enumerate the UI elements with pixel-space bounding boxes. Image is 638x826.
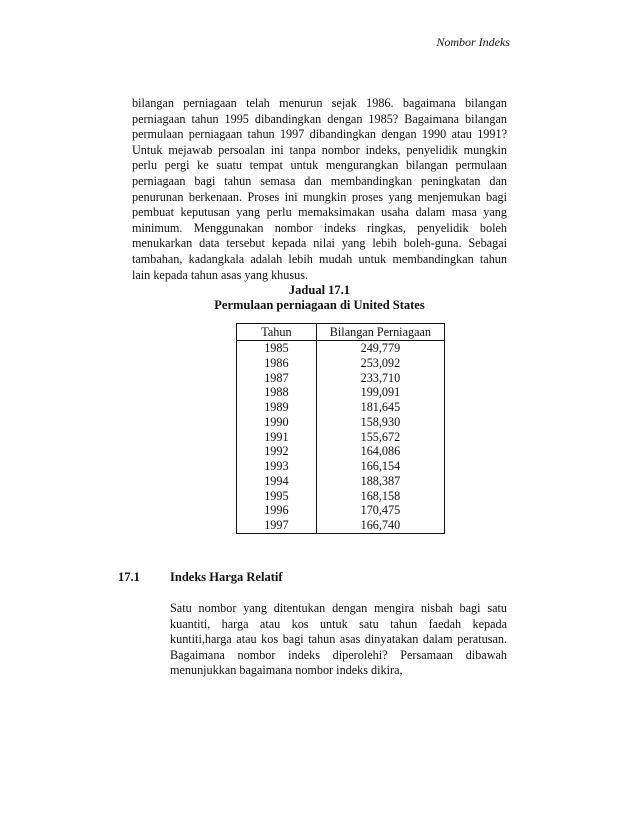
cell-year: 1986 [237,356,317,371]
paragraph-line: minimum. Menggunakan nombor indeks ringkas, penyelidik boleh [132,220,507,235]
paragraph-line: Bagaimana nombor indeks diperolehi? Persamaan dibawah [170,647,507,662]
running-header: Nombor Indeks [436,35,510,49]
paragraph-line: menukarkan data tersebut kepada nilai yang lebih boleh-guna. Sebagai [132,236,507,251]
business-starts-table [236,323,445,534]
cell-year: 1989 [237,400,317,415]
table-row [237,518,445,533]
cell-year: 1996 [237,503,317,518]
paragraph-line: penurunan berkenaan. Proses ini mungkin proses yang menjemukan bagi [132,189,507,204]
cell-business-count: 249,779 [316,341,444,356]
table-row [237,444,445,459]
cell-year: 1994 [237,474,317,489]
table-row [237,415,445,430]
cell-business-count: 170,475 [316,503,444,518]
cell-year: 1993 [237,459,317,474]
cell-business-count: 166,154 [316,459,444,474]
paragraph-line: permulaan perniagaan tahun 1997 dibandingkan dengan 1990 atau 1991? [132,127,507,142]
table-row [237,341,445,356]
table-row [237,400,445,415]
intro-paragraph [132,96,507,283]
cell-year: 1990 [237,415,317,430]
paragraph-line: Satu nombor yang ditentukan dengan mengira nisbah bagi satu [170,601,507,615]
cell-year: 1988 [237,385,317,400]
paragraph-line: perlu pergi ke suatu tempat untuk mengurangkan bilangan permulaan [132,158,507,173]
paragraph-line: perniagaan tahun 1995 dibandingkan dengan 1985? Bagaimana bilangan [132,111,507,126]
paragraph-line: tambahan, kadangkala adalah lebih mudah untuk membandingkan tahun [132,251,507,266]
table-row [237,489,445,504]
header-business-count: Bilangan Perniagaan [316,324,444,341]
paragraph-line: menunjukkan bagaimana nombor indeks dikira, [170,663,403,678]
paragraph-line: kuntiti,harga atau kos bagi tahun asas dinyatakan dalam peratusan. [170,632,507,647]
header-year: Tahun [237,324,317,341]
cell-year: 1995 [237,489,317,504]
cell-year: 1985 [237,341,317,356]
section-paragraph [170,601,507,679]
table-title: Permulaan perniagaan di United States [214,298,425,312]
table-row [237,459,445,474]
table-number: Jadual 17.1 [288,283,351,297]
section-title: Indeks Harga Relatif [170,570,283,584]
cell-business-count: 168,158 [316,489,444,504]
paragraph-line: kuantiti, harga atau kos untuk satu tahun faedah kepada [170,616,507,631]
table-row [237,371,445,386]
cell-business-count: 253,092 [316,356,444,371]
table-row [237,503,445,518]
cell-business-count: 164,086 [316,444,444,459]
cell-business-count: 158,930 [316,415,444,430]
paragraph-line: lain kepada tahun asas yang khusus. [132,267,308,282]
cell-year: 1987 [237,371,317,386]
section-number: 17.1 [118,570,140,584]
table-header-row [237,324,445,341]
table-row [237,385,445,400]
paragraph-line: Untuk mejawab persoalan ini tanpa nombor indeks, penyelidik mungkin [132,142,507,157]
cell-business-count: 181,645 [316,400,444,415]
cell-business-count: 188,387 [316,474,444,489]
cell-year: 1992 [237,444,317,459]
paragraph-line: pembuat keputusan yang perlu memaksimakan usaha dalam masa yang [132,205,507,220]
table-row [237,356,445,371]
cell-business-count: 233,710 [316,371,444,386]
paragraph-line: bilangan perniagaan telah menurun sejak 1986. bagaimana bilangan [132,96,507,110]
cell-business-count: 166,740 [316,518,444,533]
paragraph-line: perniagaan bagi tahun semasa dan membandingkan peningkatan dan [132,173,507,188]
cell-year: 1997 [237,518,317,533]
cell-business-count: 155,672 [316,430,444,445]
table-row [237,430,445,445]
cell-business-count: 199,091 [316,385,444,400]
cell-year: 1991 [237,430,317,445]
table-row [237,474,445,489]
